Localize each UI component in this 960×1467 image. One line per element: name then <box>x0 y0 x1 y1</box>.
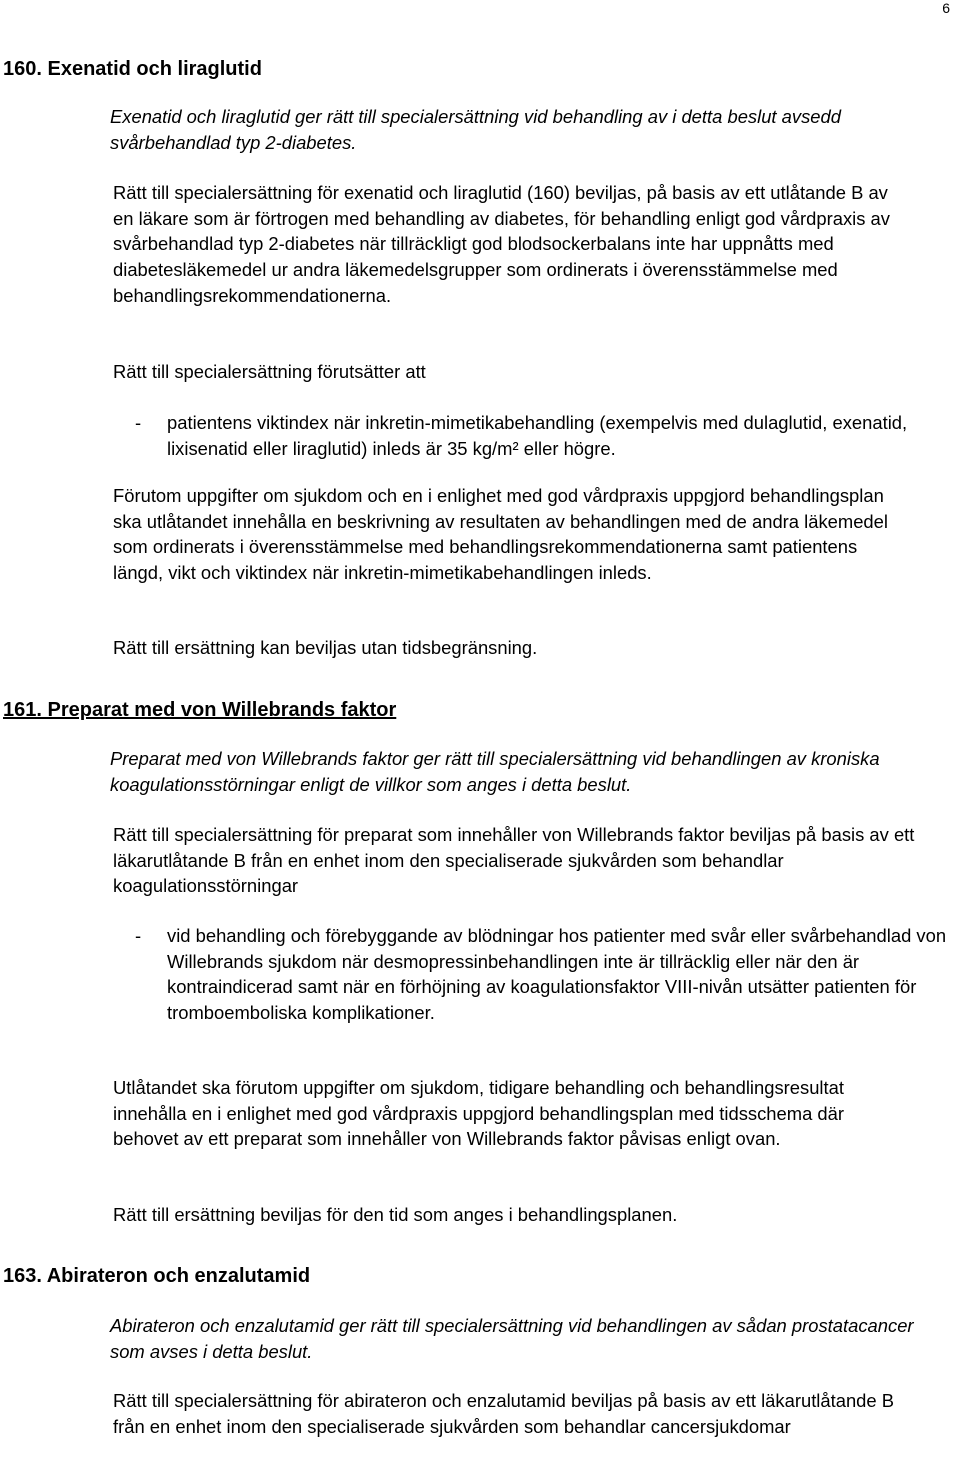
section-160-paragraph-1: Rätt till specialersättning för exenatid och liraglutid (160) beviljas, på basis av ett utlåtande B av en läkare som är förtrogen med behandling av diabetes, för behandling enligt god vårdpraxis av svårbehandlad typ 2-diabetes när tillräckligt god blodsockerbalans inte har uppnåtts med diabetesläkemedel ur andra läkemedelsgrupper som ordinerats i överensstämmelse med behandlingsrekommendationerna. <box>113 182 890 306</box>
section-160-intro: Exenatid och liraglutid ger rätt till specialersättning vid behandling av i detta beslut avsedd svårbehandlad typ 2-diabetes. <box>110 106 841 153</box>
section-160-paragraph-4: Rätt till ersättning kan beviljas utan tidsbegränsning. <box>113 637 538 658</box>
section-163-heading: 163. Abirateron och enzalutamid <box>3 1265 311 1287</box>
bullet-text: vid behandling och förebyggande av blödningar hos patienter med svår eller svårbehandlad von Willebrands sjukdom när desmopressinbehandlingen inte är tillräcklig eller när den är kontraindicerad samt när en förhöjning av koagulationsfaktor VIII-nivån utsätter patienten för tromboemboliska komplikationer. <box>167 925 947 1024</box>
page-number: 6 <box>942 0 950 16</box>
section-161-paragraph-1: Rätt till specialersättning för preparat som innehåller von Willebrands faktor beviljas på basis av ett läkarutlåtande B från en enhet inom den specialiserade sjukvården som behandlar koagulationsstörningar <box>113 824 915 897</box>
section-160-bullet-item <box>113 410 953 462</box>
bullet-dash: - <box>135 925 142 946</box>
section-161-intro: Preparat med von Willebrands faktor ger rätt till specialersättning vid behandlingen av kroniska koagulationsstörningar enligt de villkor som anges i detta beslut. <box>110 748 880 795</box>
section-160-heading: 160. Exenatid och liraglutid <box>3 58 262 80</box>
section-161-paragraph-2: Utlåtandet ska förutom uppgifter om sjukdom, tidigare behandling och behandlingsresultat innehålla en i enlighet med god vårdpraxis uppgjord behandlingsplan med tidsschema där behovet av ett preparat som innehåller von Willebrands faktor påvisas enligt ovan. <box>113 1077 844 1150</box>
section-160-paragraph-3: Förutom uppgifter om sjukdom och en i enlighet med god vårdpraxis uppgjord behandlingsplan ska utlåtandet innehålla en beskrivning av resultaten av behandlingen med de andra läkemedel som ordinerats i överensstämmelse med behandlingsrekommendationerna samt patientens längd, vikt och viktindex när inkretin-mimetikabehandlingen inleds. <box>113 485 888 584</box>
section-161-bullet-item <box>113 923 953 1053</box>
section-163-intro: Abirateron och enzalutamid ger rätt till specialersättning vid behandlingen av sådan prostatacancer som avses i detta beslut. <box>110 1315 914 1362</box>
section-163-paragraph-1: Rätt till specialersättning för abirateron och enzalutamid beviljas på basis av ett läkarutlåtande B från en enhet inom den specialiserade sjukvården som behandlar cancersjukdomar <box>113 1390 895 1437</box>
bullet-dash: - <box>135 412 142 433</box>
section-161-paragraph-3: Rätt till ersättning beviljas för den tid som anges i behandlingsplanen. <box>113 1204 678 1225</box>
section-160-paragraph-2: Rätt till specialersättning förutsätter att <box>113 361 426 382</box>
bullet-text: patientens viktindex när inkretin-mimetikabehandling (exempelvis med dulaglutid, exenatid, lixisenatid eller liraglutid) inleds är 35 kg/m² eller högre. <box>167 412 908 459</box>
section-161-heading: 161. Preparat med von Willebrands faktor <box>3 699 397 721</box>
